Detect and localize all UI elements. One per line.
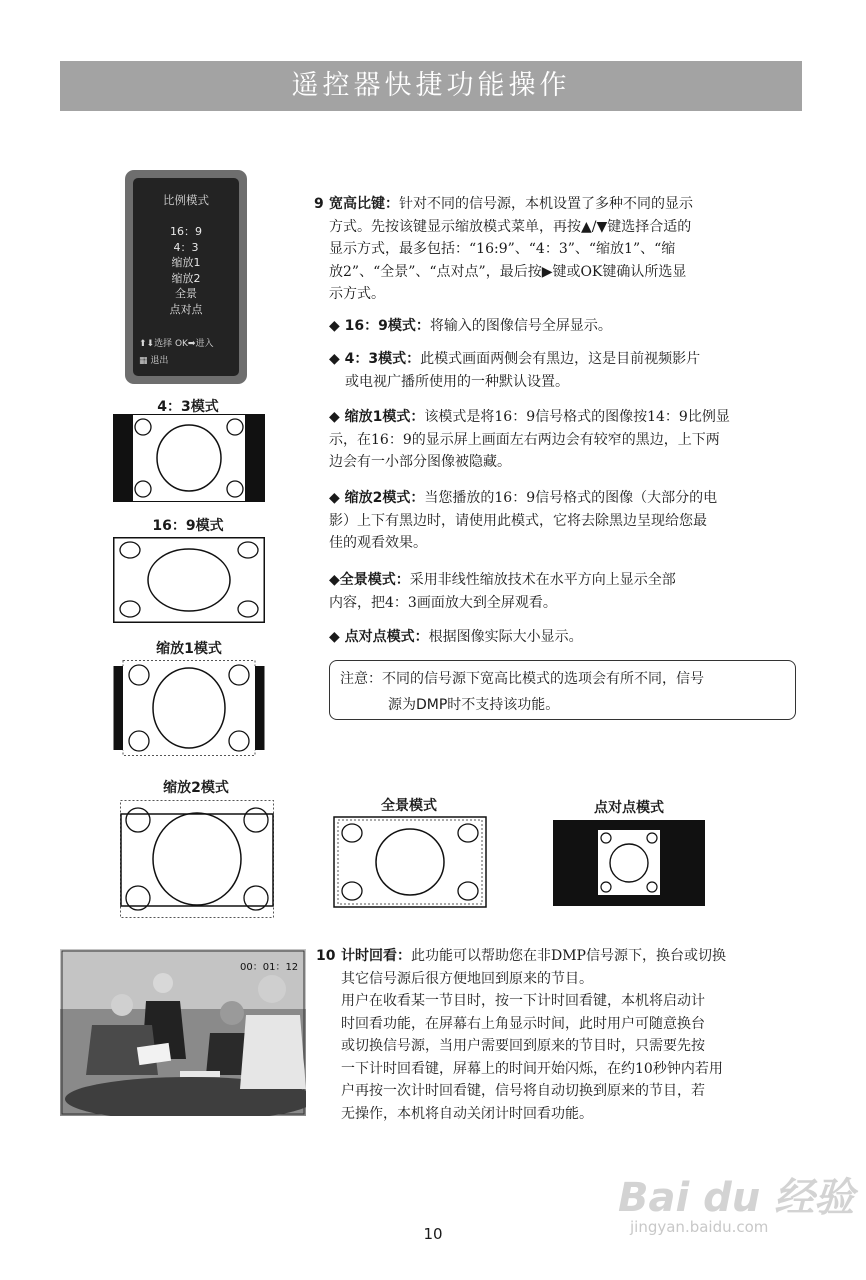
timer-readout: 00：01：12 [240,962,299,973]
body-line: 此功能可以帮助您在非DMP信号源下，换台或切换 [411,948,726,964]
note-line: 源为DMP时不支持该功能。 [388,697,560,713]
mode-desc: 此模式画面两侧会有黑边，这是目前视频影片 [420,351,701,367]
note-line: 注意：不同的信号源下宽高比模式的选项会有所不同，信号 [340,671,704,687]
person-head [111,994,133,1016]
watermark-url: jingyan.baidu.com [630,1218,769,1236]
osd-hint-select: ⬆⬇选择 OK➡进入 [139,339,214,349]
diagram-p2p [553,820,705,906]
body-line: 时回看功能，在屏幕右上角显示时间，此时用户可随意换台 [341,1015,705,1032]
mode-desc: 或电视广播所使用的一种默认设置。 [345,373,569,390]
mode-desc: 边会有一小部分图像被隐藏。 [329,454,511,470]
note-box [329,660,796,720]
osd-screen [133,178,239,376]
body-line: 户再按一次计时回看键，信号将自动切换到原来的节目，若 [341,1083,705,1099]
section-number-9: 9 [314,196,324,212]
page-title: 遥控器快捷功能操作 [60,61,802,111]
papers [180,1071,220,1077]
osd-title: 比例模式 [163,193,209,207]
mode-label: ◆ 16：9模式： [329,318,430,334]
diagram-zoom2 [120,800,274,918]
intro-line: 显示方式，最多包括：“16:9”、“4：3”、“缩放1”、“缩 [329,241,676,257]
figure-label-full: 全景模式 [381,798,437,814]
person-head [153,973,173,993]
section-number-10: 10 [316,948,336,964]
picture-area [123,666,255,750]
section-10-heading: 计时回看： [341,948,411,964]
picture-area [598,830,660,895]
body-line: 用户在收看某一节目时，按一下计时回看键，本机将启动计 [341,993,705,1009]
osd-item: 全景 [175,287,197,300]
mode-desc: 示，在16：9的显示屏上画面左右两边会有较窄的黑边，上下两 [329,431,720,448]
mode-desc: 采用非线性缩放技术在水平方向上显示全部 [409,572,676,588]
diagram-full [333,816,487,908]
osd-item: 4：3 [173,240,199,254]
figure-label-4-3: 4：3模式 [157,399,219,415]
osd-item-list [133,224,239,317]
diagram-zoom1 [113,660,265,756]
body-line: 其它信号源后很方便地回到原来的节目。 [341,970,593,987]
mode-label: ◆ 点对点模式： [329,629,429,645]
figure-label-zoom1: 缩放1模式 [156,641,222,657]
meeting-photo [60,949,306,1116]
mode-item-zoom2 [329,487,799,555]
mode-desc: 当您播放的16：9信号格式的图像（大部分的电 [424,490,718,506]
watermark-brand: Bai du 经验 [618,1175,855,1221]
intro-line: 方式。先按该键显示缩放模式菜单，再按▲/▼键选择合适的 [329,218,692,235]
diagram-4-3 [113,414,265,502]
mode-item-p2p [329,626,799,649]
mode-desc: 佳的观看效果。 [329,535,427,551]
mode-desc: 影）上下有黑边时，请使用此模式，它将去除黑边呈现给您最 [329,512,707,529]
frame [334,817,486,907]
frame [121,814,273,906]
person-head [220,1001,244,1025]
mode-desc: 内容，把4：3画面放大到全屏观看。 [329,594,557,611]
mode-item-full [329,569,799,614]
body-line: 或切换信号源，当用户需要回到原来的节目时，只需要先按 [341,1038,705,1054]
intro-line: 针对不同的信号源，本机设置了多种不同的显示 [399,196,693,212]
frame [114,538,265,623]
mode-label: ◆ 缩放2模式： [329,490,425,506]
figure-label-16-9: 16：9模式 [152,518,224,534]
page-number: 10 [423,1225,443,1243]
mode-label: ◆ 缩放1模式： [329,409,425,425]
section-9-intro [329,193,799,306]
section-10-body [341,945,801,1125]
mode-desc: 根据图像实际大小显示。 [428,629,583,645]
mode-label: ◆全景模式： [329,572,410,588]
picture-area [133,415,245,501]
osd-item: 16：9 [170,225,202,238]
section-9-heading: 宽高比键： [329,196,399,212]
body-line: 一下计时回看键，屏幕上的时间开始闪烁，在约10秒钟内若用 [341,1060,723,1077]
intro-line: 示方式。 [329,286,385,302]
mode-item-zoom1 [329,406,799,474]
intro-line: 放2”、“全景”、“点对点”，最后按▶键或OK键确认所选显 [329,263,687,280]
diagram-16-9 [113,537,265,623]
person-head [258,975,286,1003]
osd-item: 缩放1 [171,256,201,269]
osd-item: 点对点 [169,302,203,316]
mode-desc: 将输入的图像信号全屏显示。 [429,318,612,334]
osd-hint-exit: ▦ 退出 [139,356,169,366]
mode-item-4-3 [329,348,799,393]
body-line: 无操作，本机将自动关闭计时回看功能。 [341,1105,593,1122]
figure-label-p2p: 点对点模式 [594,800,664,816]
mode-desc: 该模式是将16：9信号格式的图像按14：9比例显 [424,409,730,425]
person-body [240,1015,306,1089]
figure-label-zoom2: 缩放2模式 [163,780,229,796]
mode-item-16-9 [329,315,799,338]
mode-label: ◆ 4：3模式： [329,351,421,367]
aspect-ratio-osd-menu [125,170,247,384]
osd-item: 缩放2 [171,271,201,285]
